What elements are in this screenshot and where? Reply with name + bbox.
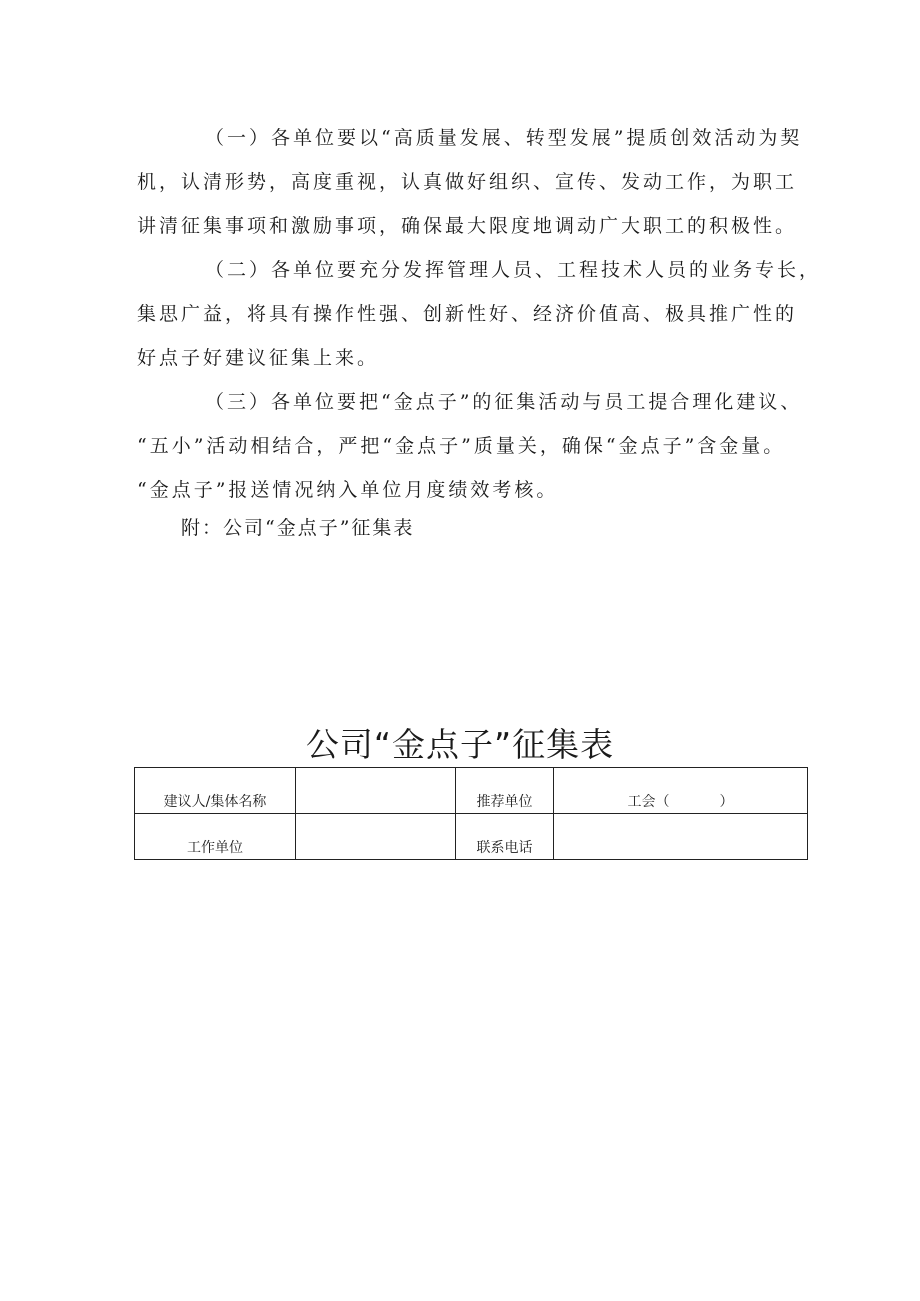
phone-field[interactable] (554, 814, 808, 860)
paragraph-2-line-1: （二）各单位要充分发挥管理人员、工程技术人员的业务专长， (205, 259, 822, 281)
form-title: 公司“金点子”征集表 (305, 725, 615, 764)
work-unit-label: 工作单位 (135, 814, 296, 860)
recommending-unit-field[interactable] (554, 768, 808, 814)
paragraph-3-line-3: “金点子”报送情况纳入单位月度绩效考核。 (137, 479, 559, 501)
union-suffix: ） (719, 794, 734, 810)
proposer-name-label: 建议人/集体名称 (135, 768, 296, 814)
phone-label: 联系电话 (456, 814, 554, 860)
collection-form-table (134, 767, 808, 860)
work-unit-field[interactable] (296, 814, 456, 860)
paragraph-3-line-1: （三）各单位要把“金点子”的征集活动与员工提合理化建议、 (205, 391, 803, 413)
table-row (135, 768, 808, 814)
paragraph-2-line-3: 好点子好建议征集上来。 (137, 347, 380, 369)
paragraph-1-line-3: 讲清征集事项和激励事项，确保最大限度地调动广大职工的积极性。 (137, 215, 798, 237)
paragraph-2-line-2: 集思广益，将具有操作性强、创新性好、经济价值高、极具推广性的 (137, 303, 798, 325)
paragraph-1-line-2: 机，认清形势，高度重视，认真做好组织、宣传、发动工作，为职工 (137, 171, 798, 193)
recommending-unit-label: 推荐单位 (456, 768, 554, 814)
paragraph-1-line-1: （一）各单位要以“高质量发展、转型发展”提质创效活动为契 (205, 127, 803, 149)
notice-body (137, 116, 827, 512)
paragraph-3-line-2: “五小”活动相结合，严把“金点子”质量关，确保“金点子”含金量。 (137, 435, 786, 457)
union-prefix: 工会（ (627, 794, 670, 810)
attachment-note: 附：公司“金点子”征集表 (181, 517, 415, 539)
table-row (135, 814, 808, 860)
proposer-name-field[interactable] (296, 768, 456, 814)
